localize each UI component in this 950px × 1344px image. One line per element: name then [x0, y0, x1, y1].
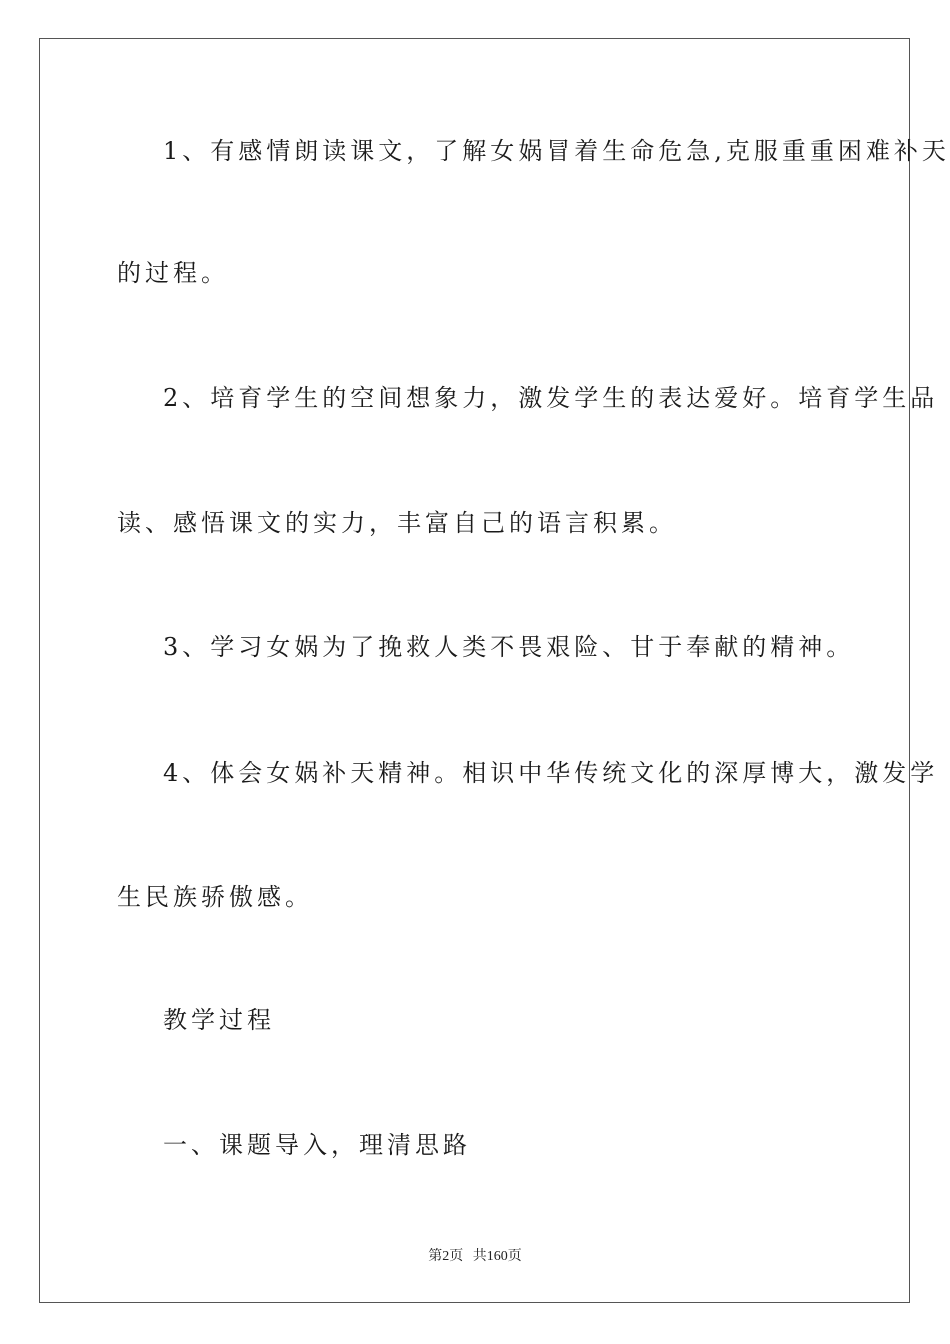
section-heading-teaching-process: 教学过程 [163, 1006, 275, 1034]
objective-4-line-2: 生民族骄傲感。 [117, 883, 313, 911]
objective-1-line-1: 1、有感情朗读课文，了解女娲冒着生命危急,克服重重困难补天 [163, 137, 950, 165]
page-number: 第2页 [428, 1249, 464, 1264]
objective-3-line-1: 3、学习女娲为了挽救人类不畏艰险、甘于奉献的精神。 [163, 633, 855, 661]
objective-2-line-2: 读、感悟课文的实力，丰富自己的语言积累。 [117, 509, 677, 537]
objective-1-line-2: 的过程。 [117, 259, 229, 287]
page-footer [0, 1245, 950, 1265]
objective-4-line-1: 4、体会女娲补天精神。相识中华传统文化的深厚博大，激发学 [163, 759, 939, 787]
subsection-heading-intro: 一、课题导入，理清思路 [163, 1131, 471, 1159]
total-pages: 共160页 [472, 1249, 522, 1264]
objective-2-line-1: 2、培育学生的空间想象力，激发学生的表达爱好。培育学生品 [163, 384, 939, 412]
page-border [39, 38, 910, 1303]
